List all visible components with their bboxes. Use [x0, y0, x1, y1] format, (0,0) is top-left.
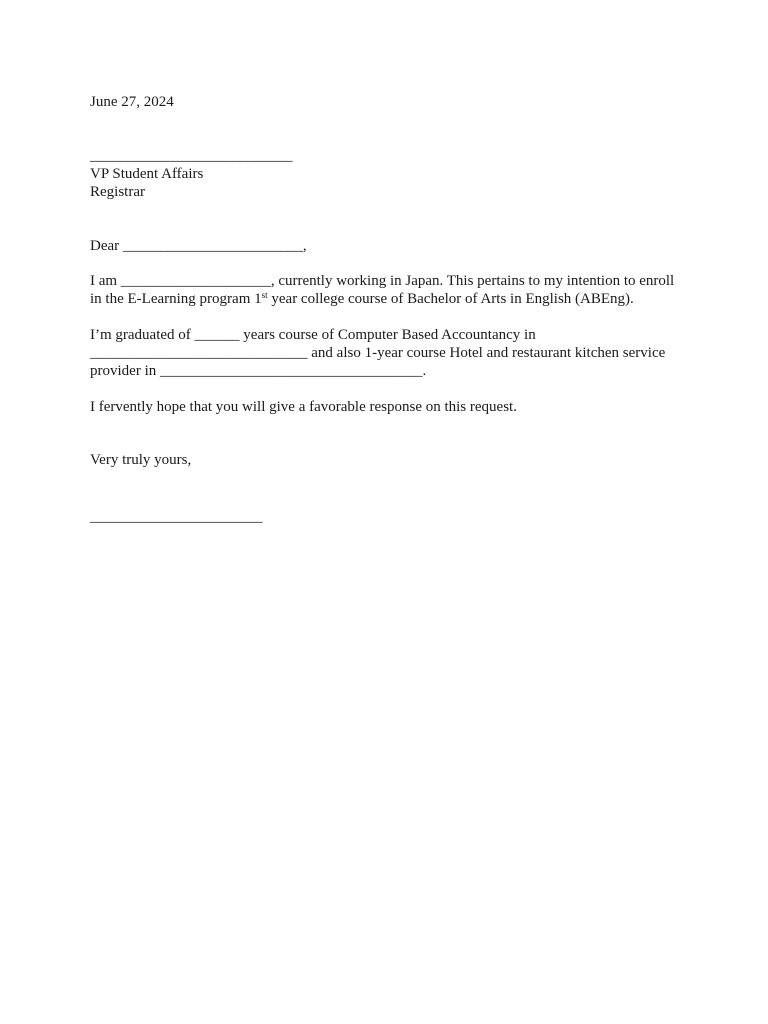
paragraph-3: I fervently hope that you will give a favorable response on this request. [90, 399, 517, 415]
salutation: Dear ________________________, [90, 238, 307, 254]
letter-date: June 27, 2024 [90, 94, 174, 110]
recipient-title: VP Student Affairs [90, 166, 204, 182]
recipient-name-blank: ___________________________ [90, 148, 293, 164]
paragraph-1-line-1: I am ____________________, currently working in Japan. This pertains to my intention to enroll [90, 273, 675, 289]
paragraph-1-line-2-end: year college course of Bachelor of Arts in English (ABEng). [267, 291, 634, 307]
paragraph-1-line-2 [90, 290, 634, 308]
paragraph-2-line-3: provider in ___________________________________. [90, 363, 427, 379]
paragraph-1-line-2-start: in the E-Learning program 1 [90, 291, 262, 307]
recipient-office: Registrar [90, 184, 145, 200]
paragraph-2-line-2: _____________________________ and also 1-year course Hotel and restaurant kitchen service [90, 345, 666, 361]
signature-blank: _______________________ [90, 509, 263, 525]
paragraph-2-line-1: I’m graduated of ______ years course of Computer Based Accountancy in [90, 327, 536, 343]
closing: Very truly yours, [90, 452, 192, 468]
ordinal-suffix: st [261, 290, 268, 300]
